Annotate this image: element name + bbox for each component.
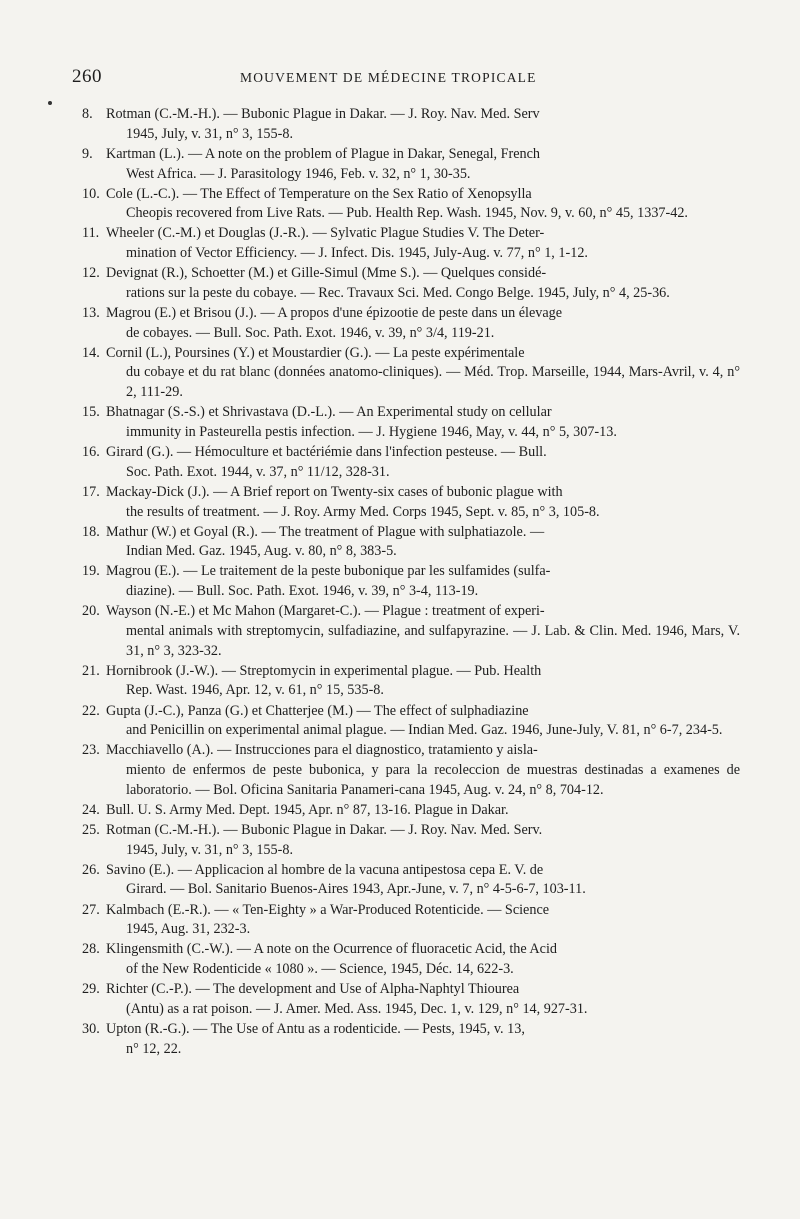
reference-number: 9. xyxy=(82,145,93,162)
reference-continuation: rations sur la peste du cobaye. — Rec. Travaux Sci. Med. Congo Belge. 1945, July, n° 4, 25-36. xyxy=(126,284,670,301)
reference-item xyxy=(0,224,800,263)
reference-text xyxy=(106,662,740,701)
reference-continuation: Rep. Wast. 1946, Apr. 12, v. 61, n° 15, 535-8. xyxy=(126,682,384,699)
reference-continuation: 1945, Aug. 31, 232-3. xyxy=(126,921,251,938)
reference-number: 20. xyxy=(82,603,100,620)
reference-number: 25. xyxy=(82,821,100,838)
reference-continuation: de cobayes. — Bull. Soc. Path. Exot. 1946, v. 39, n° 3/4, 119-21. xyxy=(126,324,495,341)
reference-item xyxy=(0,483,800,522)
reference-continuation: mination of Vector Efficiency. — J. Infect. Dis. 1945, July-Aug. v. 77, n° 1, 1-12. xyxy=(126,245,588,262)
reference-number: 10. xyxy=(82,185,100,202)
reference-first-line: Mackay-Dick (J.). — A Brief report on Twenty-six cases of bubonic plague with xyxy=(106,483,563,500)
page-header xyxy=(72,66,742,92)
reference-item xyxy=(0,1020,800,1059)
reference-number: 23. xyxy=(82,742,100,759)
reference-continuation: of the New Rodenticide « 1080 ». — Science, 1945, Déc. 14, 622-3. xyxy=(126,961,514,978)
reference-first-line: Bhatnagar (S.-S.) et Shrivastava (D.-L.). — An Experimental study on cellular xyxy=(106,404,552,421)
reference-number: 15. xyxy=(82,404,100,421)
reference-first-line: Savino (E.). — Applicacion al hombre de la vacuna antipestosa cepa E. V. de xyxy=(106,861,544,878)
reference-continuation: (Antu) as a rat poison. — J. Amer. Med. Ass. 1945, Dec. 1, v. 129, n° 14, 927-31. xyxy=(126,1000,588,1017)
reference-number: 24. xyxy=(82,801,100,818)
reference-text xyxy=(106,403,740,442)
reference-text xyxy=(106,224,740,263)
reference-list xyxy=(0,105,800,1060)
reference-number: 27. xyxy=(82,901,100,918)
reference-item xyxy=(0,562,800,601)
reference-first-line: Bull. U. S. Army Med. Dept. 1945, Apr. n° 87, 13-16. Plague in Dakar. xyxy=(106,801,509,818)
reference-item xyxy=(0,185,800,224)
reference-item xyxy=(0,901,800,940)
reference-text xyxy=(106,145,740,184)
reference-number: 14. xyxy=(82,344,100,361)
reference-text xyxy=(106,861,740,900)
reference-item xyxy=(0,741,800,800)
running-title: MOUVEMENT DE MÉDECINE TROPICALE xyxy=(240,70,537,85)
reference-first-line: Cornil (L.), Poursines (Y.) et Moustardier (G.). — La peste expérimentale xyxy=(106,344,525,361)
reference-first-line: Devignat (R.), Schoetter (M.) et Gille-Simul (Mme S.). — Quelques considé- xyxy=(106,265,547,282)
reference-item xyxy=(0,940,800,979)
reference-text xyxy=(106,264,740,303)
reference-text xyxy=(106,304,740,343)
reference-first-line: Kartman (L.). — A note on the problem of Plague in Dakar, Senegal, French xyxy=(106,145,541,162)
reference-number: 11. xyxy=(82,225,100,242)
reference-number: 28. xyxy=(82,941,100,958)
reference-text xyxy=(106,185,740,224)
reference-continuation: 1945, July, v. 31, n° 3, 155-8. xyxy=(126,125,293,142)
reference-first-line: Upton (R.-G.). — The Use of Antu as a rodenticide. — Pests, 1945, v. 13, xyxy=(106,1020,525,1037)
reference-number: 17. xyxy=(82,483,100,500)
reference-continuation: Soc. Path. Exot. 1944, v. 37, n° 11/12, 328-31. xyxy=(126,463,390,480)
reference-item xyxy=(0,304,800,343)
reference-item xyxy=(0,801,800,821)
reference-text xyxy=(106,980,740,1019)
reference-number: 13. xyxy=(82,304,100,321)
reference-first-line: Girard (G.). — Hémoculture et bactériémie dans l'infection pesteuse. — Bull. xyxy=(106,444,547,461)
reference-item xyxy=(0,264,800,303)
reference-text xyxy=(106,602,740,661)
reference-first-line: Cole (L.-C.). — The Effect of Temperature on the Sex Ratio of Xenopsylla xyxy=(106,185,532,202)
reference-item xyxy=(0,105,800,144)
reference-number: 12. xyxy=(82,265,100,282)
reference-first-line: Wheeler (C.-M.) et Douglas (J.-R.). — Sylvatic Plague Studies V. The Deter- xyxy=(106,225,545,242)
reference-item xyxy=(0,980,800,1019)
reference-text xyxy=(106,344,740,403)
reference-item xyxy=(0,344,800,403)
reference-item xyxy=(0,861,800,900)
reference-text xyxy=(106,702,740,741)
reference-continuation: Girard. — Bol. Sanitario Buenos-Aires 1943, Apr.-June, v. 7, n° 4-5-6-7, 103-11. xyxy=(126,881,586,898)
reference-text xyxy=(106,940,740,979)
reference-continuation: the results of treatment. — J. Roy. Army Med. Corps 1945, Sept. v. 85, n° 3, 105-8. xyxy=(126,503,600,520)
reference-continuation: Indian Med. Gaz. 1945, Aug. v. 80, n° 8, 383-5. xyxy=(126,543,397,560)
reference-number: 19. xyxy=(82,563,100,580)
reference-first-line: Rotman (C.-M.-H.). — Bubonic Plague in Dakar. — J. Roy. Nav. Med. Serv xyxy=(106,106,540,122)
reference-first-line: Gupta (J.-C.), Panza (G.) et Chatterjee (M.) — The effect of sulphadiazine xyxy=(106,702,529,719)
reference-item xyxy=(0,821,800,860)
reference-continuation: and Penicillin on experimental animal plague. — Indian Med. Gaz. 1946, June-July, V. 81, n° 6-7, 234-5. xyxy=(126,722,723,739)
reference-item xyxy=(0,662,800,701)
page-number: 260 xyxy=(72,66,102,87)
reference-item xyxy=(0,602,800,661)
reference-text xyxy=(106,741,740,800)
reference-continuation: immunity in Pasteurella pestis infection. — J. Hygiene 1946, May, v. 44, n° 5, 307-13. xyxy=(126,423,617,440)
reference-item xyxy=(0,702,800,741)
reference-first-line: Wayson (N.-E.) et Mc Mahon (Margaret-C.). — Plague : treatment of experi- xyxy=(106,603,545,620)
reference-number: 8. xyxy=(82,106,93,122)
reference-first-line: Magrou (E.) et Brisou (J.). — A propos d'une épizootie de peste dans un élevage xyxy=(106,304,563,321)
reference-continuation: West Africa. — J. Parasitology 1946, Feb. v. 32, n° 1, 30-35. xyxy=(126,165,471,182)
reference-first-line: Richter (C.-P.). — The development and Use of Alpha-Naphtyl Thiourea xyxy=(106,981,520,998)
reference-number: 16. xyxy=(82,444,100,461)
reference-item xyxy=(0,443,800,482)
reference-text xyxy=(106,821,740,860)
reference-text xyxy=(106,443,740,482)
reference-first-line: Rotman (C.-M.-H.). — Bubonic Plague in Dakar. — J. Roy. Nav. Med. Serv. xyxy=(106,821,543,838)
reference-text xyxy=(106,801,740,821)
reference-number: 29. xyxy=(82,981,100,998)
reference-text xyxy=(106,1020,740,1059)
reference-text xyxy=(106,105,740,144)
reference-continuation: mental animals with streptomycin, sulfadiazine, and sulfapyrazine. — J. Lab. & Clin. Med. 1946, Mars, V. 31, n° 3, 323-32. xyxy=(126,622,740,659)
reference-first-line: Hornibrook (J.-W.). — Streptomycin in experimental plague. — Pub. Health xyxy=(106,662,542,679)
reference-first-line: Magrou (E.). — Le traitement de la peste bubonique par les sulfamides (sulfa- xyxy=(106,563,551,580)
reference-number: 30. xyxy=(82,1020,100,1037)
reference-number: 18. xyxy=(82,523,100,540)
reference-text xyxy=(106,901,740,940)
reference-number: 22. xyxy=(82,702,100,719)
reference-continuation: 1945, July, v. 31, n° 3, 155-8. xyxy=(126,841,293,858)
reference-text xyxy=(106,562,740,601)
reference-number: 26. xyxy=(82,861,100,878)
reference-item xyxy=(0,523,800,562)
reference-continuation: du cobaye et du rat blanc (données anatomo-cliniques). — Méd. Trop. Marseille, 1944, Mars-Avril, v. 4, n° 2, 111-29. xyxy=(126,364,740,401)
reference-text xyxy=(106,483,740,522)
reference-first-line: Macchiavello (A.). — Instrucciones para el diagnostico, tratamiento y aisla- xyxy=(106,742,538,759)
reference-first-line: Mathur (W.) et Goyal (R.). — The treatment of Plague with sulphatiazole. — xyxy=(106,523,545,540)
reference-number: 21. xyxy=(82,662,100,679)
reference-item xyxy=(0,145,800,184)
reference-item xyxy=(0,403,800,442)
reference-continuation: miento de enfermos de peste bubonica, y para la recoleccion de muestras destinadas a examenes de laboratorio. — Bol. Oficina Sanitaria Panameri-cana 1945, Aug. v. 24, n° 8, 704-12. xyxy=(126,762,740,798)
reference-continuation: diazine). — Bull. Soc. Path. Exot. 1946, v. 39, n° 3-4, 113-19. xyxy=(126,583,479,600)
reference-continuation: Cheopis recovered from Live Rats. — Pub. Health Rep. Wash. 1945, Nov. 9, v. 60, n° 45, 1337-42. xyxy=(126,205,688,222)
reference-first-line: Kalmbach (E.-R.). — « Ten-Eighty » a War-Produced Rotenticide. — Science xyxy=(106,901,550,918)
reference-first-line: Klingensmith (C.-W.). — A note on the Ocurrence of fluoracetic Acid, the Acid xyxy=(106,941,557,958)
reference-text xyxy=(106,523,740,562)
reference-continuation: n° 12, 22. xyxy=(126,1040,182,1057)
